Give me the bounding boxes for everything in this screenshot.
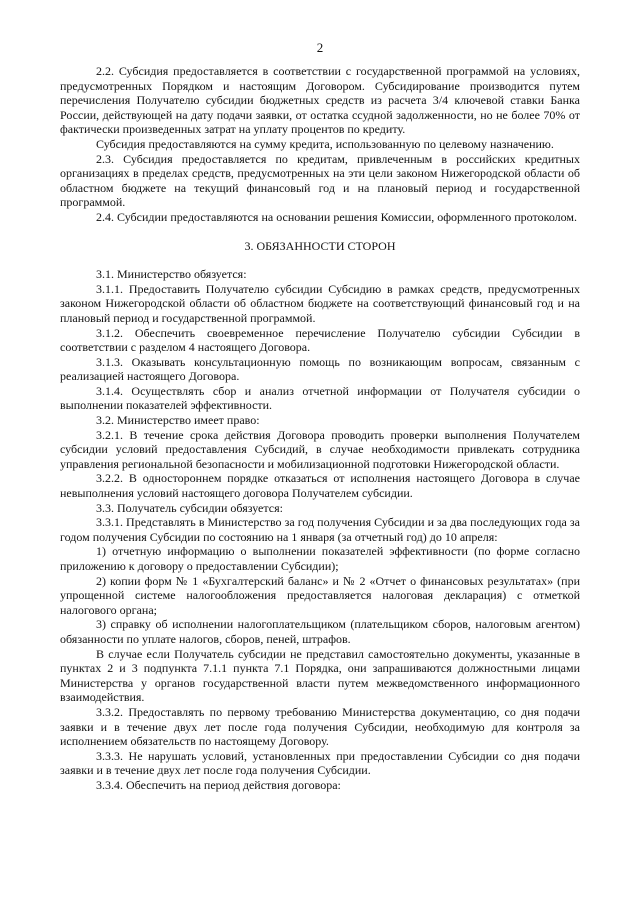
paragraph-3-3: 3.3. Получатель субсидии обязуется: [96,500,283,515]
paragraph-3-2-2: 3.2.2. В одностороннем порядке отказаться от исполнения настоящего Договора в случае невыполнения условий настоящего договора Получателем субсидии. [60,471,580,501]
list-item-3: 3) справку об исполнении налогоплательщиком (плательщиком сборов, налоговым агентом) обязанности по уплате налогов, сборов, пеней, штрафов. [60,617,580,646]
paragraph-3-1-2: 3.1.2. Обеспечить своевременное перечисление Получателю субсидии Субсидии в соответствии с разделом 4 настоящего Договора. [60,325,580,355]
paragraph-3-2: 3.2. Министерство имеет право: [96,413,260,428]
paragraph-3-3-2: 3.3.2. Предоставлять по первому требованию Министерства документацию, со дня подачи заявки и в течение двух лет после года получения Субсидии, необходимую для контроля за исполнением обязательств по настоящему Договору. [60,704,580,749]
paragraph-3-1-3: 3.1.3. Оказывать консультационную помощь по возникающим вопросам, связанным с реализацией настоящего Договора. [60,354,580,384]
paragraph-3-1-1: 3.1.1. Предоставить Получателю субсидии Субсидию в рамках средств, предусмотренных законом Нижегородской области об областном бюджете на соответствующий финансовый год и на плановый период и государственной программой. [60,281,580,325]
paragraph-3-2-1: 3.2.1. В течение срока действия Договора проводить проверки выполнения Получателем субсидии условий предоставления Субсидий, в случае необходимости привлекать сотрудника управления региональной безопасности и мобилизационной подготовки Нижегородской области. [60,427,580,471]
paragraph-3-3-4: 3.3.4. Обеспечить на период действия договора: [96,777,341,792]
section-heading: 3. ОБЯЗАННОСТИ СТОРОН [244,238,396,253]
document-body [60,64,580,793]
paragraph-3-3-1: 3.3.1. Представлять в Министерство за год получения Субсидии и за два последующих года за годом получения Субсидии по состоянию на 1 января (за отчетный год) до 10 апреля: [60,515,580,544]
paragraph-2-3: 2.3. Субсидия предоставляется по кредитам, привлеченным в российских кредитных организациях в пределах средств, предусмотренных на эти цели законом Нижегородской области об областном бюджете на текущий финансовый год и на плановый период и государственной программой. [60,151,580,210]
list-item-1: 1) отчетную информацию о выполнении показателей эффективности (по форме согласно приложению к договору о предоставлении Субсидии); [60,544,580,573]
paragraph-3-3-3: 3.3.3. Не нарушать условий, установленных при предоставлении Субсидии со дня подачи заявки и в течение двух лет после года получения Субсидии. [60,748,580,778]
paragraph-2-2: 2.2. Субсидия предоставляется в соответствии с государственной программой на условиях, предусмотренных Порядком и настоящим Договором. Субсидирование производится путем перечисления Получателю субсидии бюджетных средств из расчета 3/4 ключевой ставки Банка России, действующей на дату подачи заявки, от остатка ссудной задолженности, но не более 70% от фактически произведенных затрат на уплату процентов по кредиту. [60,64,580,137]
list-item-2: 2) копии форм № 1 «Бухгалтерский баланс» и № 2 «Отчет о финансовых результатах» (при упрощенной системе налогообложения предоставляется налоговая декларация) с отметкой налогового органа; [60,573,580,617]
paragraph-2-4: 2.4. Субсидии предоставляются на основании решения Комиссии, оформленного протоколом. [96,209,578,224]
paragraph-subsidy-amount: Субсидия предоставляются на сумму кредита, использованную по целевому назначению. [96,136,554,151]
page-number: 2 [316,40,324,55]
paragraph-3-1-4: 3.1.4. Осуществлять сбор и анализ отчетной информации от Получателя субсидии о выполнении показателей эффективности. [60,383,580,413]
paragraph-interagency-request: В случае если Получатель субсидии не представил самостоятельно документы, указанные в пунктах 2 и 3 подпункта 7.1.1 пункта 7.1 Порядка, они запрашиваются должностными лицами Министерства у органов государственной власти путем межведомственного информационного взаимодействия. [60,646,580,705]
paragraph-3-1: 3.1. Министерство обязуется: [96,267,247,282]
